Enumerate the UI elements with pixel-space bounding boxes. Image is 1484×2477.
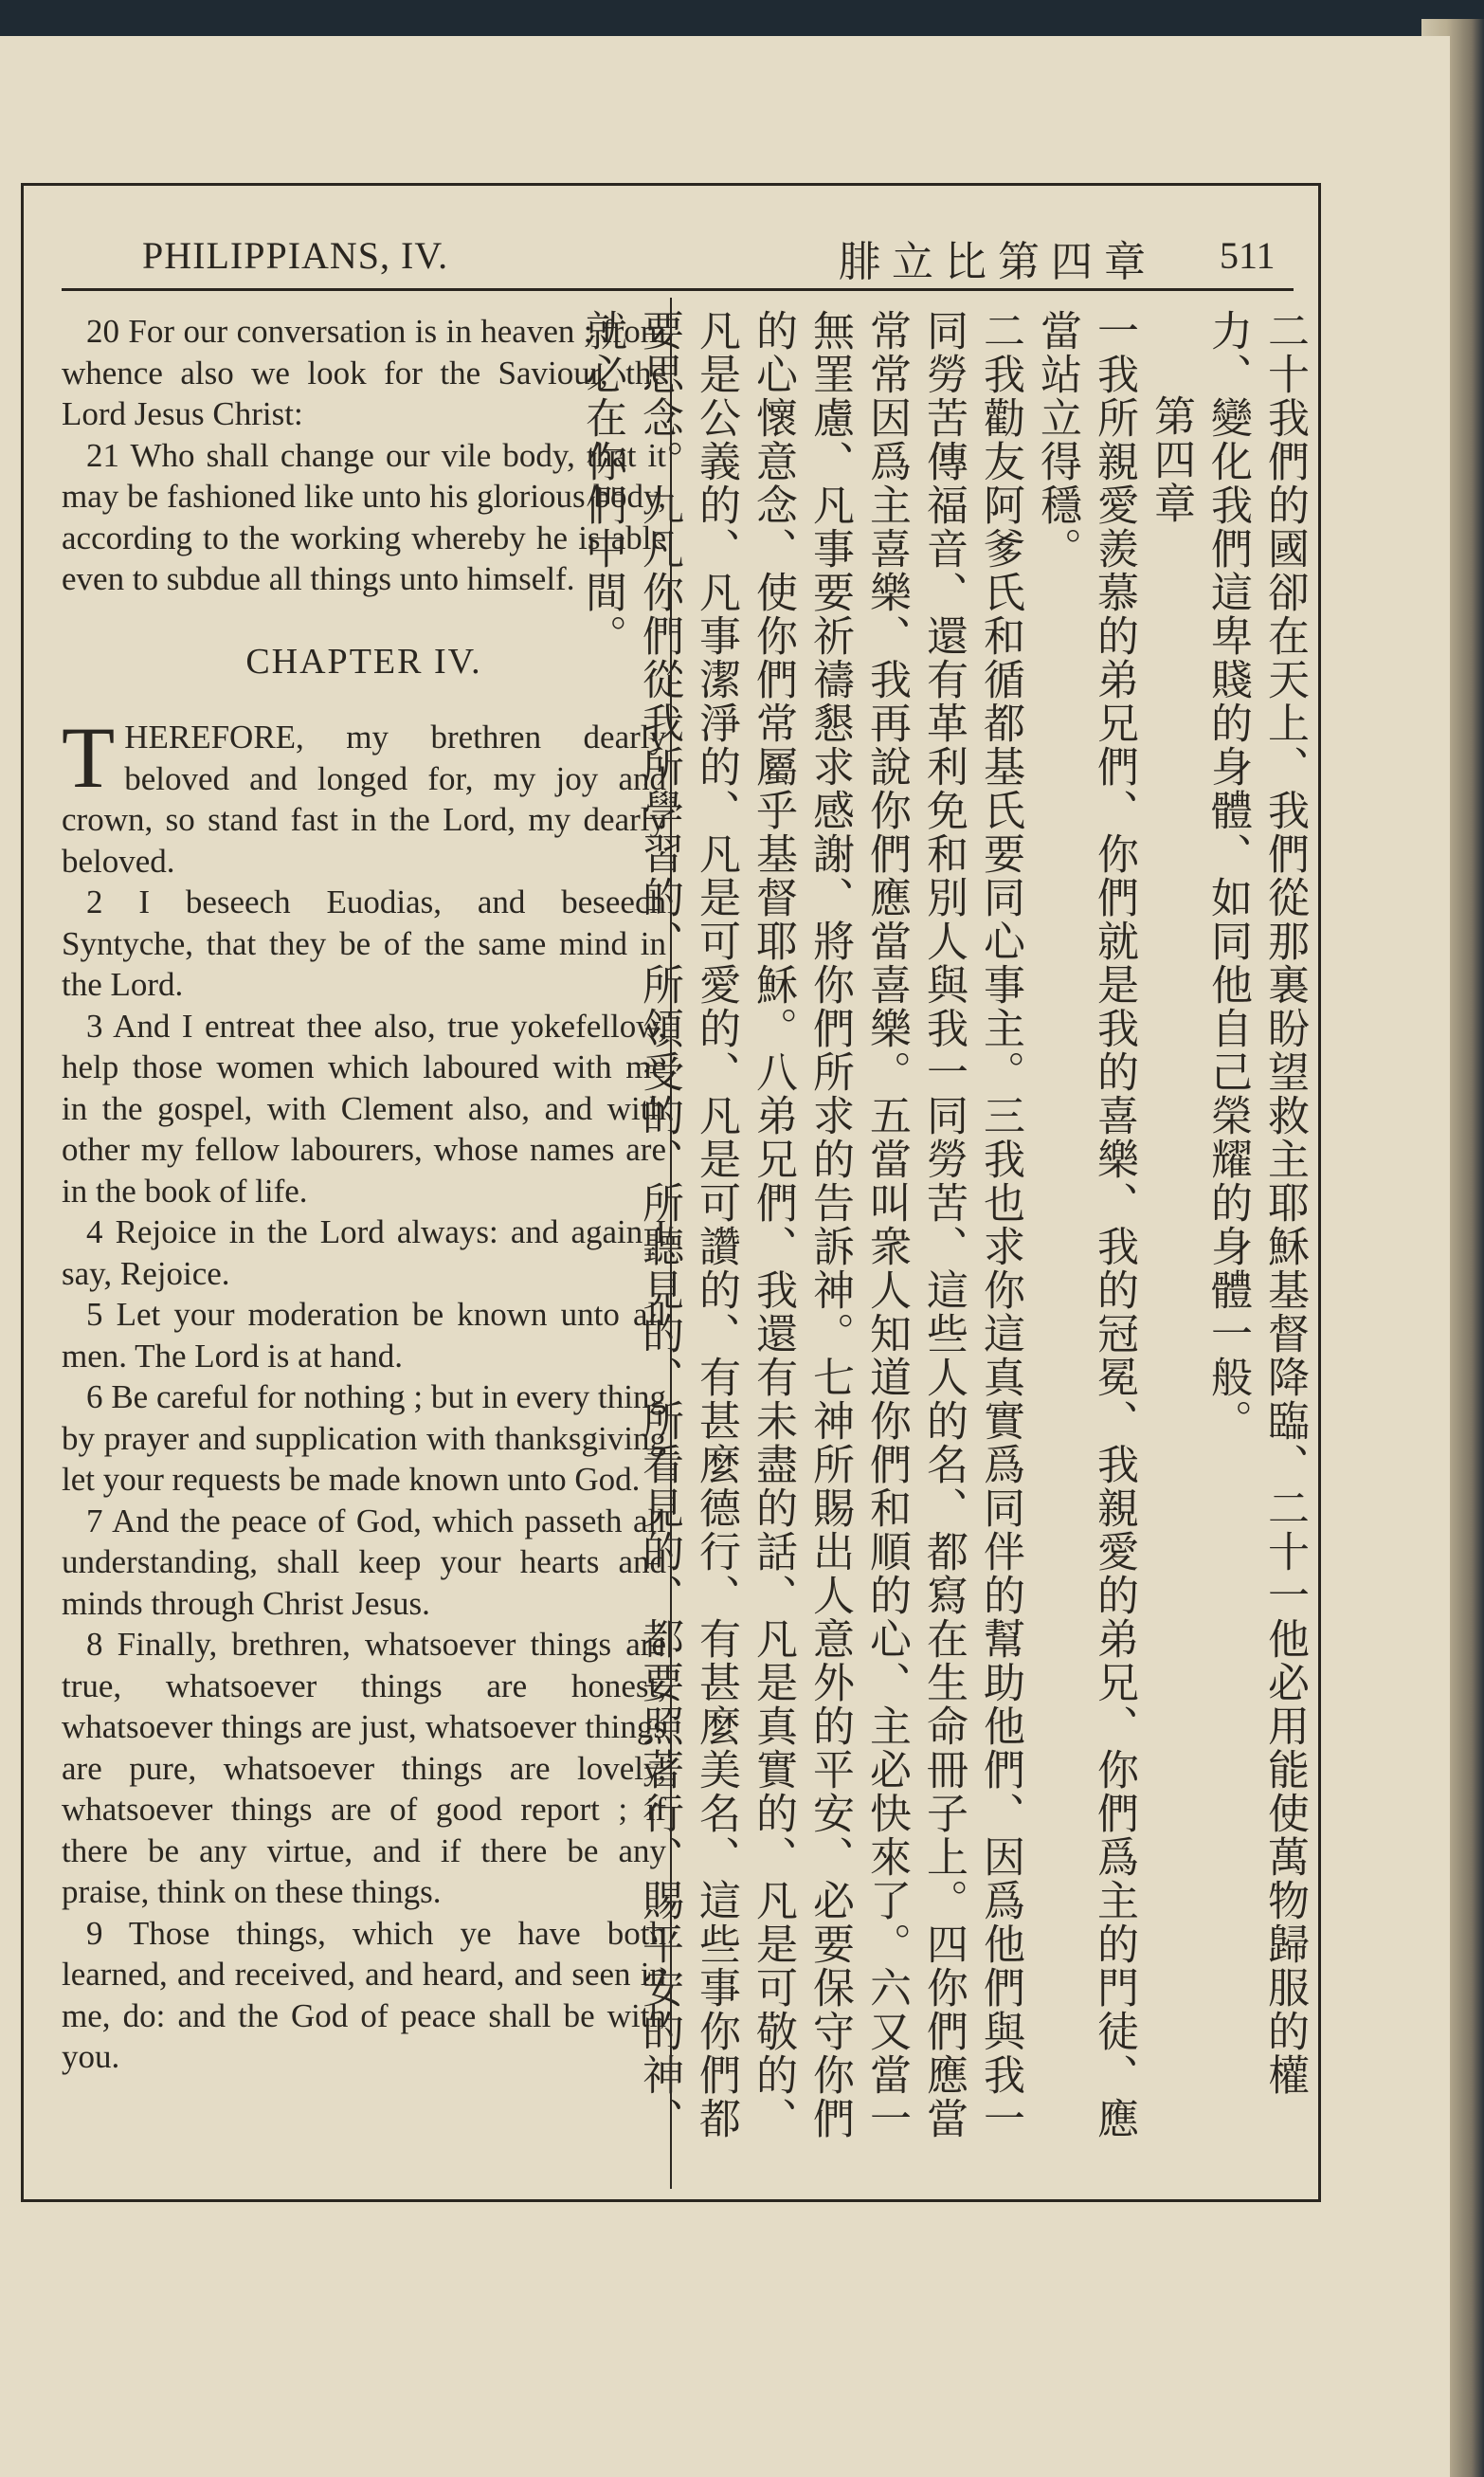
page-number: 511 <box>1220 234 1276 277</box>
chinese-running-title: 腓立比第四章 <box>839 238 1157 286</box>
verse-20: 20 For our conversation is in heaven ; from whence also we look for the Saviour, the Lord Jesus Christ: <box>62 313 666 432</box>
verse-5: 5 Let your moderation be known unto all men. The Lord is at hand. <box>62 1296 666 1375</box>
verse-6: 6 Be careful for nothing ; but in every thing by prayer and supplication with thanksgiving let your requests be made known unto God. <box>62 1378 666 1498</box>
verse-7: 7 And the peace of God, which passeth all understanding, shall keep your hearts and minds through Christ Jesus. <box>62 1502 666 1622</box>
verse-4: 4 Rejoice in the Lord always: and again I say, Rejoice. <box>62 1213 666 1292</box>
english-running-title: PHILIPPIANS, IV. <box>142 234 449 277</box>
verse-1-text: HEREFORE, my brethren dearly beloved and longed for, my joy and crown, so stand fast in the Lord, my dearly beloved. <box>62 719 666 880</box>
page-frame <box>21 183 1321 2202</box>
verse-8: 8 Finally, brethren, whatsoever things are true, whatsoever things are honest, whatsoever things are just, whatsoever things are pure, whatsoever things are lovely, whatsoever things are of good report ; if there be any virtue, and if there be any praise, think on these things. <box>62 1626 666 1910</box>
verse-3: 3 And I entreat thee also, true yokefellow, help those women which laboured with me in the gospel, with Clement also, and with other my fellow labourers, whose names are in the book of life. <box>62 1007 666 1210</box>
running-header <box>24 186 1318 290</box>
chinese-verses-2-9: 二我勸友阿爹氏和循都基氏要同心事主。三我也求你這真實爲同伴的幫助他們、因爲他們與我一同勞苦傳福音、還有革利免和別人與我一同勞苦、這些人的名、都寫在生命冊子上。四你們應當常常因爲主喜樂、我再說你們應當喜樂。五當叫衆人知道你們和順的心、主必快來了。六又當一無罣慮、凡事要祈禱懇求感謝、將你們所求的告訴神。七神所賜出人意外的平安、必要保守你們的心懷意念、使你們常屬乎基督耶穌。八弟兄們、我還有未盡的話、凡是真實的、凡是可敬的、凡是公義的、凡事潔淨的、凡是可愛的、凡是可讚的、有甚麼德行、有甚麼美名、這些事你們都要思念。九凡你們從我所學習的、所領受的、所聽見的、所看見的、都要照著行、賜平安的神、就必在你們中間。 <box>578 309 1024 2140</box>
chinese-column <box>578 309 1312 2176</box>
drop-cap: T <box>62 709 116 806</box>
verse-2: 2 I beseech Euodias, and beseech Syntyche, that they be of the same mind in the Lord. <box>62 883 666 1003</box>
chinese-verses-20-21: 二十我們的國卻在天上、我們從那裏盼望救主耶穌基督降臨、二十一他必用能使萬物歸服的權力、變化我們這卑賤的身體、如同他自己榮耀的身體一般。 <box>1203 309 1309 2097</box>
verse-21: 21 Who shall change our vile body, that it may be fashioned like unto his glorious body, according to the working whereby he is able even to subdue all things unto himself. <box>62 436 666 597</box>
chapter-heading: CHAPTER IV. <box>245 641 482 682</box>
header-rule <box>62 288 1294 291</box>
verse-9: 9 Those things, which ye have both learned, and received, and heard, and seen in me, do: and the God of peace shall be with you. <box>62 1914 666 2075</box>
chinese-chapter-heading: 第四章 <box>1147 394 1195 525</box>
book-page <box>0 36 1450 2477</box>
chinese-verse-1: 一我所親愛羨慕的弟兄們、你們就是我的喜樂、我的冠冕、我親愛的弟兄、你們爲主的門徒、應當站立得穩。 <box>1033 309 1138 2140</box>
